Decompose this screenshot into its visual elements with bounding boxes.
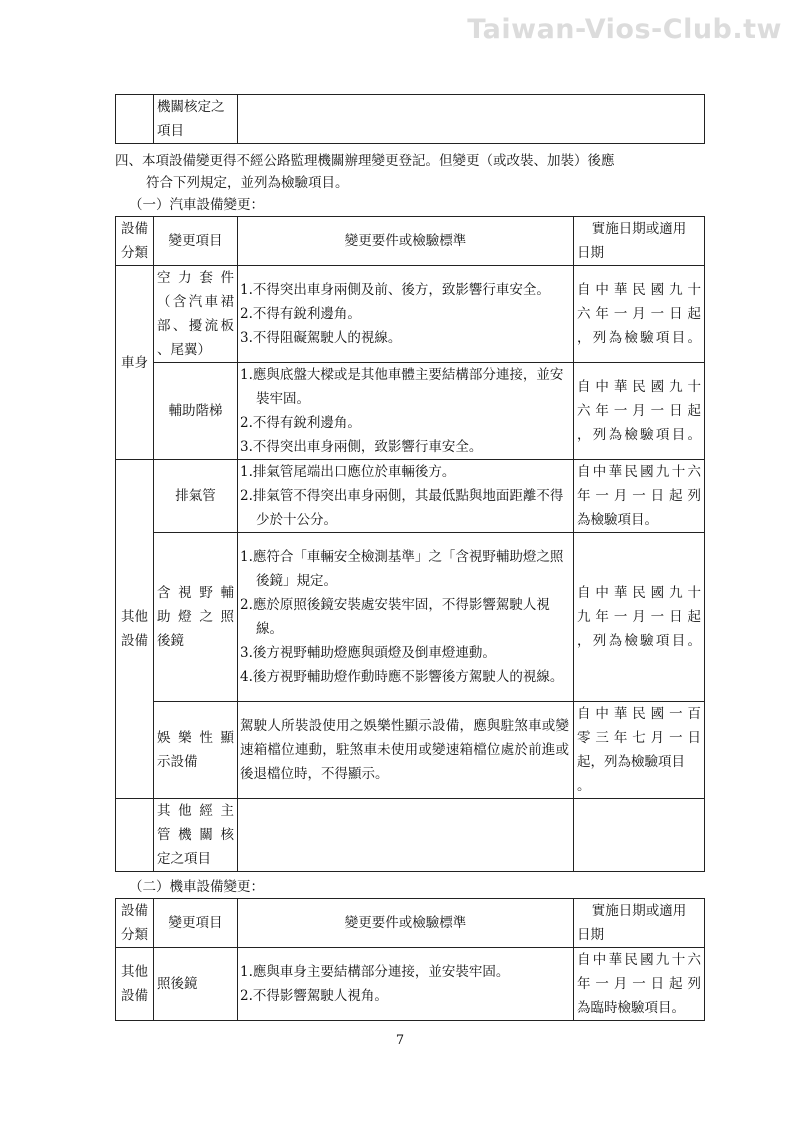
- standard-mirror-with-aux-light: [238, 533, 574, 702]
- header-date-line2: 日期: [577, 927, 604, 943]
- header-item: 變更項目: [154, 217, 238, 266]
- category-line2: 設備: [121, 633, 148, 649]
- page-number: 7: [395, 1033, 405, 1048]
- header-category: [116, 217, 154, 266]
- header-date-line1: 實施日期或適用: [591, 903, 687, 919]
- empty-cell: [116, 95, 154, 144]
- date-line: 年一月一日起列: [577, 488, 701, 504]
- category-other-equipment: [116, 460, 154, 799]
- watermark: Taiwan-Vios-Club.tw: [467, 14, 782, 45]
- item-line: 示設備: [157, 754, 198, 770]
- header-category-line2: 分類: [121, 245, 148, 261]
- table-row: [116, 460, 705, 533]
- date-line: 起，列為檢驗項目: [577, 754, 685, 770]
- item-line: 娛樂性顯: [157, 730, 234, 746]
- item-line: 助燈之照: [157, 609, 234, 625]
- date-line: 自中華民國九十: [577, 585, 701, 601]
- item-auxiliary-step: 輔助階梯: [154, 363, 238, 460]
- category-line2: 設備: [121, 988, 148, 1004]
- date-exhaust-pipe: [574, 460, 705, 533]
- table-row: [116, 266, 705, 363]
- standard-line: 1.排氣管尾端出口應位於車輛後方。: [240, 464, 456, 480]
- table-row: [116, 363, 705, 460]
- item-line: 、尾翼）: [157, 342, 211, 358]
- date-mirror-with-aux-light: [574, 533, 705, 702]
- category-line1: 其他: [121, 609, 148, 625]
- continued-item-line2: 項目: [157, 123, 184, 139]
- header-date-line1: 實施日期或適用: [591, 221, 687, 237]
- category-line1: 其他: [121, 964, 148, 980]
- date-line: 自中華民國九十: [577, 282, 701, 298]
- item-line: 定之項目: [157, 851, 211, 867]
- date-line: 自中華民國九十: [577, 379, 701, 395]
- item-line: （含汽車裙: [157, 294, 234, 310]
- header-standard: 變更要件或檢驗標準: [238, 899, 574, 948]
- date-line: 零三年七月一日: [577, 730, 701, 746]
- date-line: ，列為檢驗項目。: [577, 427, 701, 443]
- date-line: ，列為檢驗項目。: [577, 330, 701, 346]
- date-line: 年一月一日起列: [577, 976, 701, 992]
- item-line: 管機關核: [157, 827, 234, 843]
- standard-line: 3.不得阻礙駕駛人的視線。: [240, 330, 402, 346]
- date-line: 九年一月一日起: [577, 609, 701, 625]
- date-line: 為臨時檢驗項目。: [577, 1000, 685, 1016]
- standard-auxiliary-step: [238, 363, 574, 460]
- table-row: [116, 702, 705, 799]
- table-row: [116, 948, 705, 1021]
- empty-cell: [238, 799, 574, 872]
- standard-rear-mirror: [238, 948, 574, 1021]
- header-category: [116, 899, 154, 948]
- standard-line: 4.後方視野輔助燈作動時應不影響後方駕駛人的視線。: [240, 669, 564, 685]
- header-date-line2: 日期: [577, 245, 604, 261]
- continued-table: [115, 94, 705, 144]
- header-category-line2: 分類: [121, 927, 148, 943]
- date-line: 為檢驗項目。: [577, 512, 658, 528]
- header-item: 變更項目: [154, 899, 238, 948]
- standard-entertainment-display: 駕駛人所裝設使用之娛樂性顯示設備，應與駐煞車或變速箱檔位連動，駐煞車未使用或變速箱檔位處於前進或後退檔位時，不得顯示。: [238, 702, 574, 799]
- date-line: 六年一月一日起: [577, 403, 701, 419]
- empty-cell: [116, 799, 154, 872]
- standard-line: 1.應符合「車輛安全檢測基準」之「含視野輔助燈之照後鏡」規定。: [240, 549, 564, 589]
- continued-item-line1: 機關核定之: [157, 99, 225, 115]
- table-row: [116, 533, 705, 702]
- moto-subtitle: （二）機車設備變更：: [129, 879, 264, 895]
- item-line: 其他經主: [157, 803, 234, 819]
- date-auxiliary-step: [574, 363, 705, 460]
- section-4-text: [115, 150, 710, 194]
- table-header-row: [116, 217, 705, 266]
- date-line: 。: [577, 778, 591, 794]
- item-rear-mirror: 照後鏡: [154, 948, 238, 1021]
- category-other-equipment: [116, 948, 154, 1021]
- standard-line: 3.後方視野輔助燈應與頭燈及倒車燈連動。: [240, 645, 496, 661]
- date-line: ，列為檢驗項目。: [577, 633, 701, 649]
- standard-line: 2.不得有銳利邊角。: [240, 415, 361, 431]
- date-line: 自中華民國一百: [577, 706, 701, 722]
- header-standard: 變更要件或檢驗標準: [238, 217, 574, 266]
- standard-line: 1.應與底盤大樑或是其他車體主要結構部分連接，並安裝牢固。: [240, 367, 564, 407]
- continued-item-cell: [154, 95, 238, 144]
- date-line: 六年一月一日起: [577, 306, 701, 322]
- standard-line: 1.應與車身主要結構部分連接，並安裝牢固。: [240, 964, 510, 980]
- empty-cell: [238, 95, 705, 144]
- header-category-line1: 設備: [121, 221, 148, 237]
- date-line: 自中華民國九十六: [577, 952, 701, 968]
- standard-line: 1.不得突出車身兩側及前、後方，致影響行車安全。: [240, 282, 550, 298]
- date-aero-kit: [574, 266, 705, 363]
- empty-cell: [574, 799, 705, 872]
- section-4-line1: 四、本項設備變更得不經公路監理機關辦理變更登記。但變更（或改裝、加裝）後應: [115, 153, 615, 169]
- item-line: 後鏡: [157, 633, 184, 649]
- date-entertainment-display: [574, 702, 705, 799]
- car-subtitle: （一）汽車設備變更：: [129, 197, 264, 213]
- standard-aero-kit: [238, 266, 574, 363]
- table-row: [116, 799, 705, 872]
- standard-line: 2.排氣管不得突出車身兩側，其最低點與地面距離不得少於十公分。: [240, 488, 564, 528]
- standard-line: 2.應於原照後鏡安裝處安裝牢固，不得影響駕駛人視線。: [240, 597, 550, 637]
- header-date: [574, 899, 705, 948]
- date-rear-mirror: [574, 948, 705, 1021]
- date-line: 自中華民國九十六: [577, 464, 701, 480]
- motorcycle-equipment-table: [115, 898, 705, 1021]
- item-line: 空力套件: [157, 270, 234, 286]
- standard-line: 2.不得有銳利邊角。: [240, 306, 361, 322]
- section-4-line2: 符合下列規定，並列為檢驗項目。: [146, 175, 349, 191]
- item-aero-kit: [154, 266, 238, 363]
- item-other-approved: [154, 799, 238, 872]
- standard-line: 3.不得突出車身兩側，致影響行車安全。: [240, 439, 483, 455]
- item-exhaust-pipe: 排氣管: [154, 460, 238, 533]
- car-equipment-table: [115, 216, 705, 872]
- item-entertainment-display: [154, 702, 238, 799]
- header-date: [574, 217, 705, 266]
- category-body: 車身: [116, 266, 154, 460]
- standard-line: 2.不得影響駕駛人視角。: [240, 988, 388, 1004]
- item-mirror-with-aux-light: [154, 533, 238, 702]
- item-line: 含視野輔: [157, 585, 234, 601]
- table-header-row: [116, 899, 705, 948]
- standard-exhaust-pipe: [238, 460, 574, 533]
- header-category-line1: 設備: [121, 903, 148, 919]
- item-line: 部、擾流板: [157, 318, 234, 334]
